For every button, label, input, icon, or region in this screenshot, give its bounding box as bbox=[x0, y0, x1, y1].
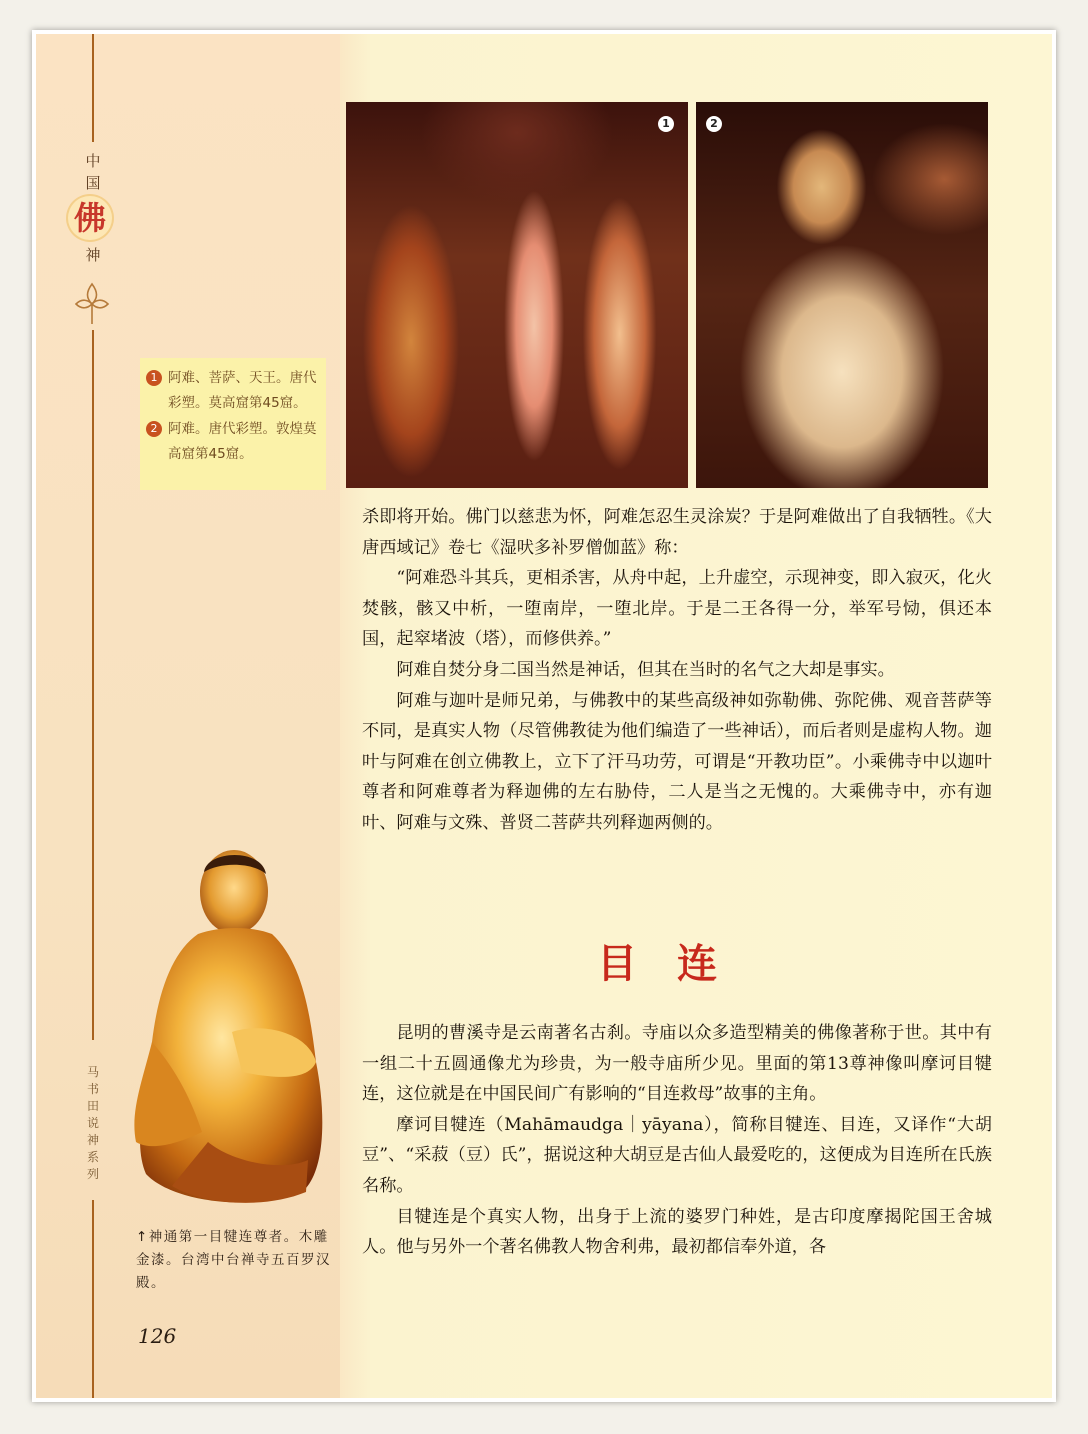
side-title-char-2: 国 bbox=[85, 174, 101, 192]
paragraph: 昆明的曹溪寺是云南著名古刹。寺庙以众多造型精美的佛像著称于世。其中有一组二十五圆通像尤为珍贵，为一般寺庙所少见。里面的第13尊神像叫摩诃目犍连，这位就是在中国民间广有影响的“目连救母”故事的主角。 bbox=[362, 1023, 992, 1105]
side-panel bbox=[36, 34, 340, 1398]
paragraph: 杀即将开始。佛门以慈悲为怀，阿难怎忍生灵涂炭？于是阿难做出了自我牺牲。《大唐西域记》卷七《湿吠多补罗僧伽蓝》称： bbox=[362, 507, 992, 558]
caption-number-badge: 2 bbox=[146, 421, 162, 437]
caption-item-2 bbox=[146, 417, 320, 467]
side-title-emblem: 佛 bbox=[68, 196, 112, 240]
side-rule-bottom bbox=[92, 1200, 94, 1398]
paragraph: 阿难自焚分身二国当然是神话，但其在当时的名气之大却是事实。 bbox=[396, 659, 895, 680]
side-rule-middle bbox=[92, 330, 94, 1040]
side-rule-top bbox=[92, 34, 94, 142]
golden-statue-image bbox=[112, 842, 332, 1222]
caption-text: 阿难。唐代彩塑。敦煌莫高窟第45窟。 bbox=[168, 421, 317, 462]
paragraph: 目犍连是个真实人物，出身于上流的婆罗门种姓，是古印度摩揭陀国王舍城人。他与另外一个著名佛教人物舍利弗，最初都信奉外道，各 bbox=[362, 1206, 992, 1258]
paragraph: 阿难与迦叶是师兄弟，与佛教中的某些高级神如弥勒佛、弥陀佛、观音菩萨等不同，是真实人物（尽管佛教徒为他们编造了一些神话），而后者则是虚构人物。迦叶与阿难在创立佛教上，立下了汗马功劳，可谓是“开教功臣”。小乘佛寺中以迦叶尊者和阿难尊者为释迦佛的左右胁侍，二人是当之无愧的。大乘佛寺中，亦有迦叶、阿难与文殊、普贤二菩萨共列释迦两侧的。 bbox=[362, 690, 992, 833]
caption-item-1 bbox=[146, 366, 320, 416]
book-page bbox=[36, 34, 1052, 1398]
statue-caption: ↑神通第一目犍连尊者。木雕金漆。台湾中台禅寺五百罗汉殿。 bbox=[136, 1229, 331, 1291]
lotus-ornament-icon bbox=[72, 282, 112, 326]
side-title-char-4: 神 bbox=[85, 246, 101, 264]
section-title: 目连 bbox=[597, 940, 757, 987]
lower-text-block bbox=[362, 1018, 992, 1263]
page-number: 126 bbox=[138, 1324, 177, 1348]
dunhuang-sculptures-photo bbox=[346, 102, 688, 488]
photo-number-badge: 1 bbox=[658, 116, 674, 132]
photo-caption-box bbox=[140, 358, 326, 490]
photo-number-badge: 2 bbox=[706, 116, 722, 132]
upper-text-block bbox=[362, 502, 992, 839]
quote-paragraph: “阿难恐斗其兵，更相杀害，从舟中起，上升虚空，示现神变，即入寂灭，化火焚骸，骸又中析，一堕南岸，一堕北岸。于是二王各得一分，举军号恸，俱还本国，起窣堵波（塔），而修供养。” bbox=[362, 568, 992, 650]
caption-number-badge: 1 bbox=[146, 370, 162, 386]
series-label: 马书田说神系列 bbox=[86, 1065, 99, 1181]
caption-text: 阿难、菩萨、天王。唐代彩塑。莫高窟第45窟。 bbox=[168, 370, 317, 411]
side-title-char-1: 中 bbox=[85, 152, 101, 170]
paragraph: 摩诃目犍连（Mahāmaudga｜yāyana），简称目犍连、目连，又译作“大胡豆”、“采菽（豆）氏”，据说这种大胡豆是古仙人最爱吃的，这便成为目连所在氏族名称。 bbox=[362, 1114, 992, 1196]
ananda-sculpture-photo bbox=[696, 102, 988, 488]
